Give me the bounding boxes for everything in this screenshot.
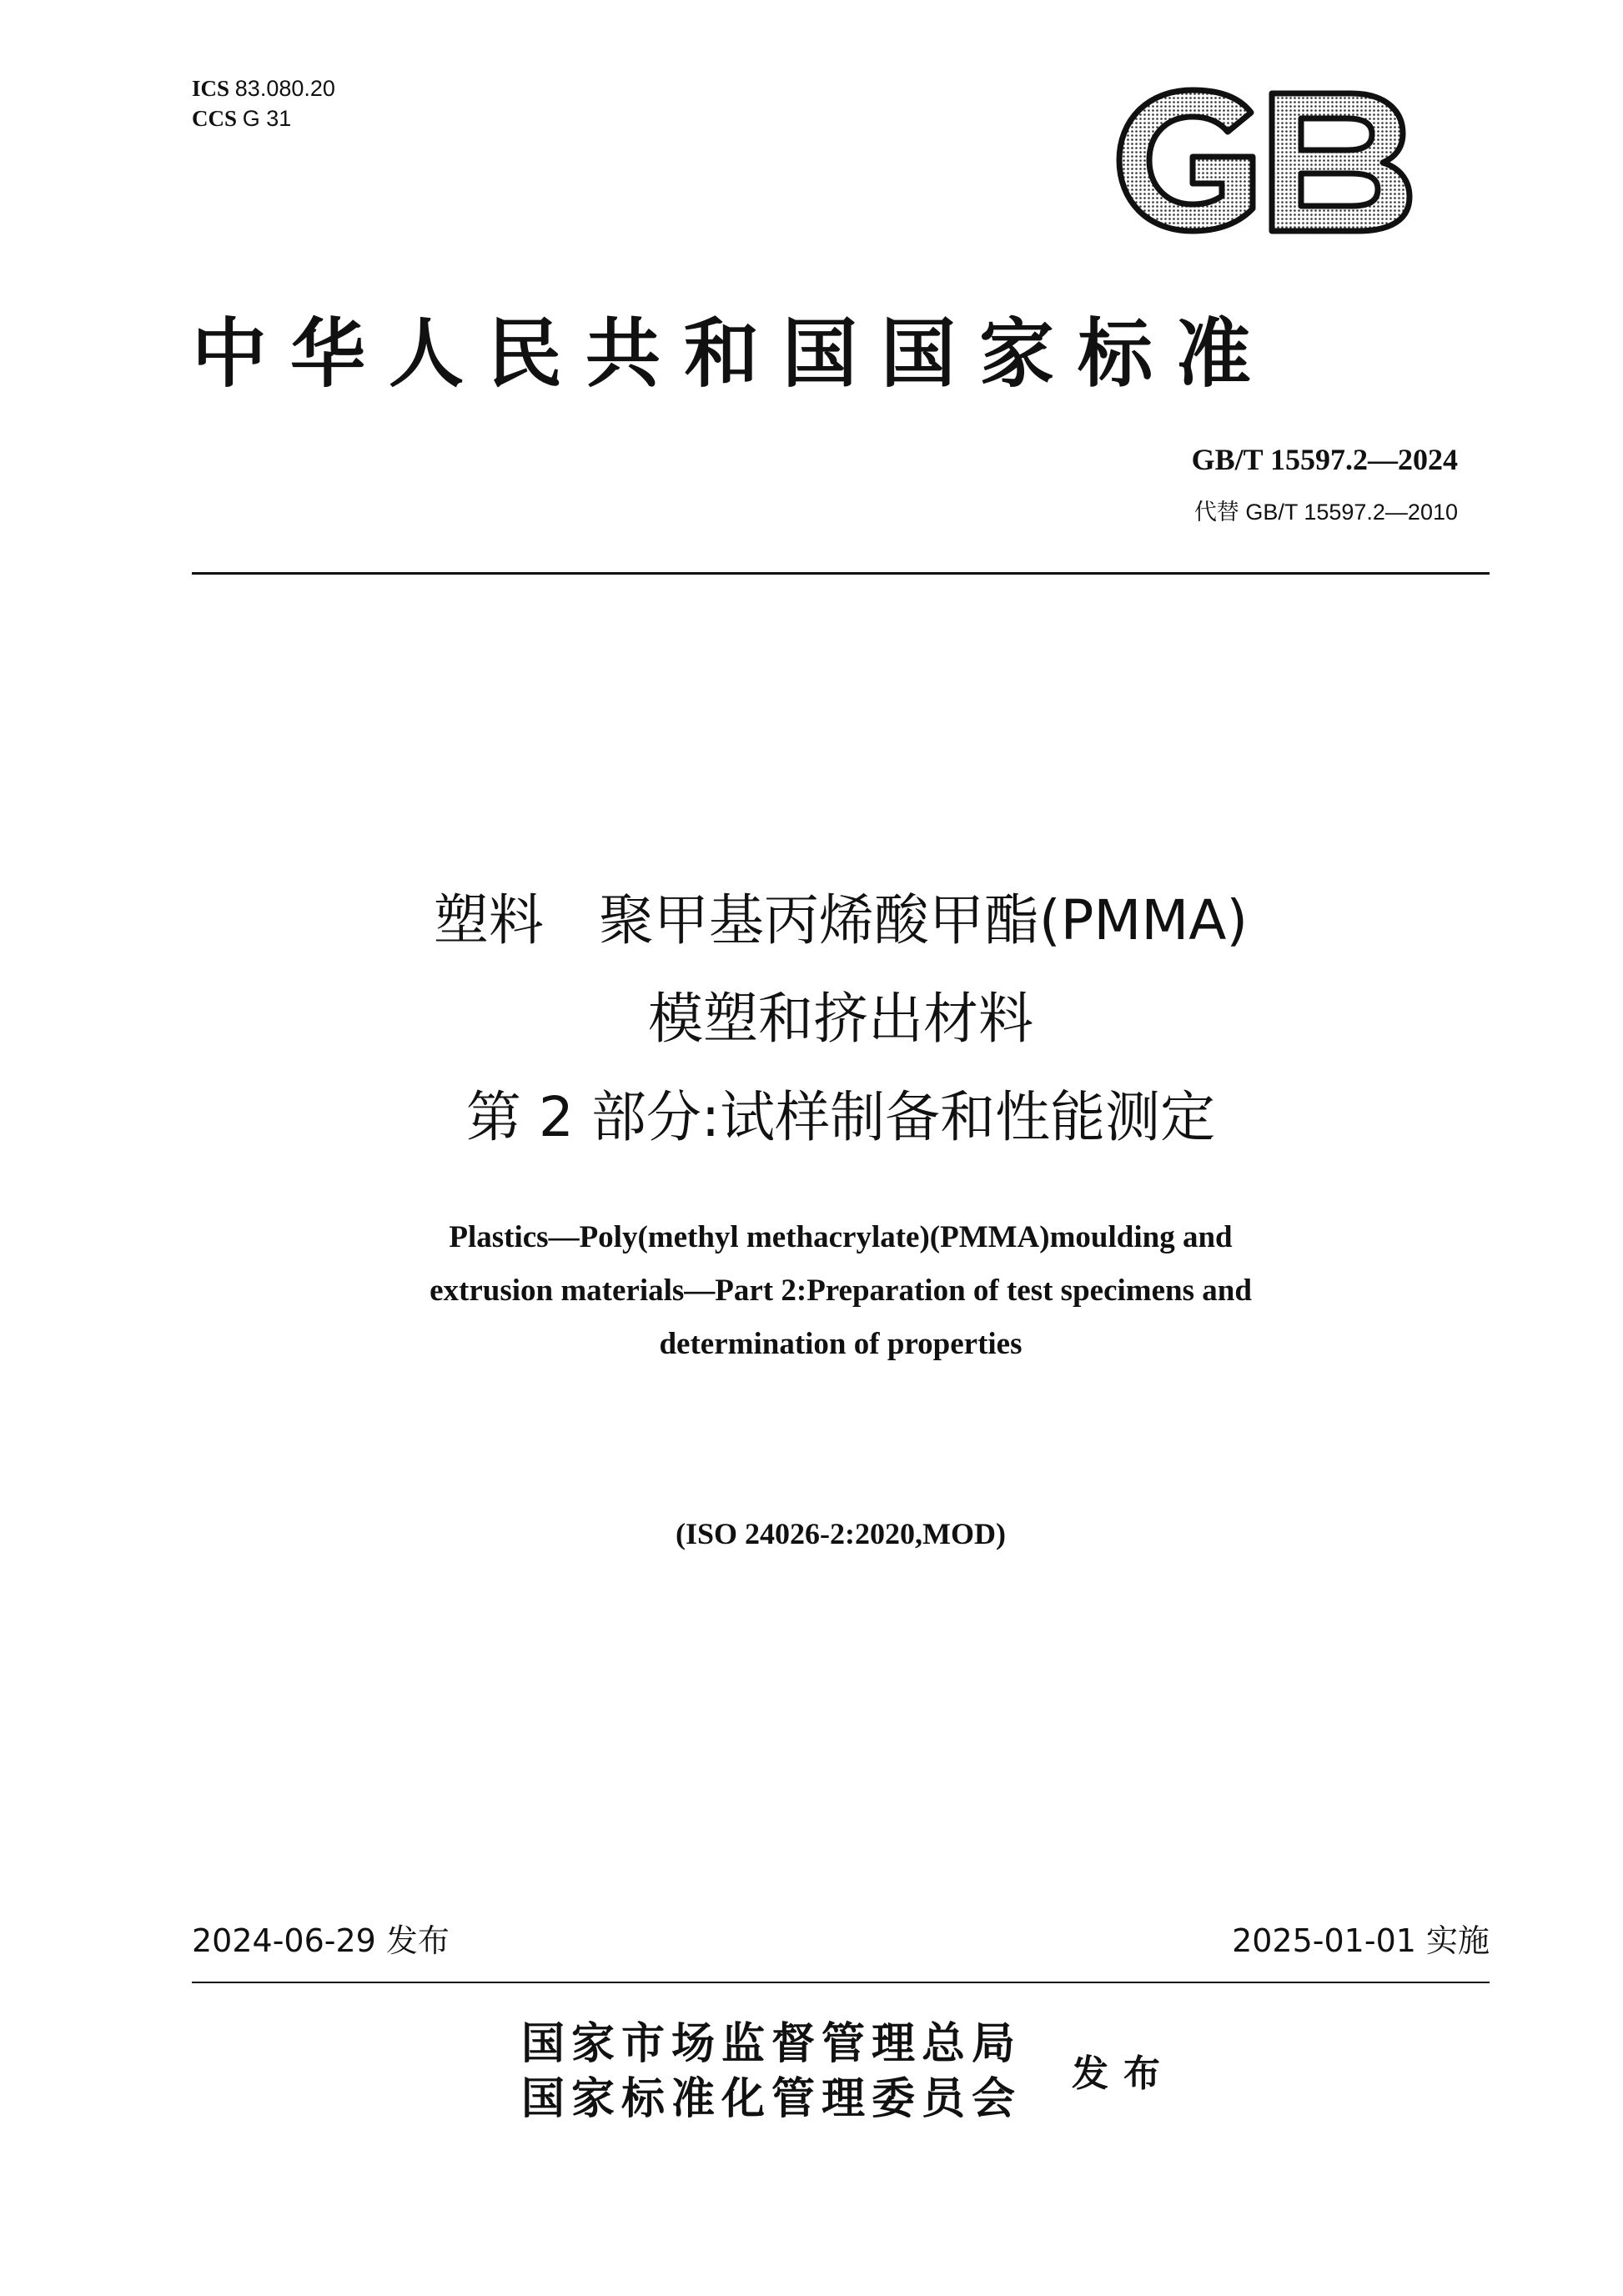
title-en (275, 1211, 1406, 1371)
ics-value: 83.080.20 (234, 76, 335, 101)
classification-codes (192, 73, 335, 133)
iso-reference: (ISO 24026-2:2020,MOD) (676, 1517, 1006, 1550)
footer-divider (192, 1982, 1490, 1983)
publisher-2: 国家标准化管理委员会 (521, 2074, 1023, 2124)
title-en-line-2: extrusion materials—Part 2:Preparation of test specimens and (430, 1274, 1252, 1308)
ccs-label: CCS (192, 106, 238, 131)
title-zh-line-2: 模塑和挤出材料 (648, 987, 1033, 1051)
implementation-date: 2025-01-01 实施 (1232, 1922, 1490, 1959)
ics-line (192, 73, 335, 103)
national-standard-title: 中华人民共和国国家标准 (192, 310, 1274, 398)
ccs-line (192, 103, 335, 133)
standard-number: GB/T 15597.2—2024 (1191, 443, 1458, 476)
title-en-line-3: determination of properties (659, 1327, 1023, 1361)
title-en-line-1: Plastics—Poly(methyl methacrylate)(PMMA)moulding and (449, 1220, 1233, 1254)
title-zh (192, 872, 1490, 1167)
ccs-value: G 31 (242, 106, 292, 131)
header-divider (192, 572, 1490, 575)
publish-action: 发布 (1072, 2052, 1175, 2095)
issue-date: 2024-06-29 发布 (192, 1922, 450, 1959)
title-zh-line-1: 塑料 聚甲基丙烯酸甲酯(PMMA) (433, 888, 1249, 952)
gb-logo (1109, 83, 1418, 238)
title-zh-line-3: 第 2 部分:试样制备和性能测定 (465, 1085, 1216, 1149)
publishers (521, 2017, 1022, 2127)
replaces-standard: 代替 GB/T 15597.2—2010 (1193, 500, 1458, 525)
ics-label: ICS (192, 76, 230, 101)
publisher-1: 国家市场监督管理总局 (521, 2019, 1023, 2069)
